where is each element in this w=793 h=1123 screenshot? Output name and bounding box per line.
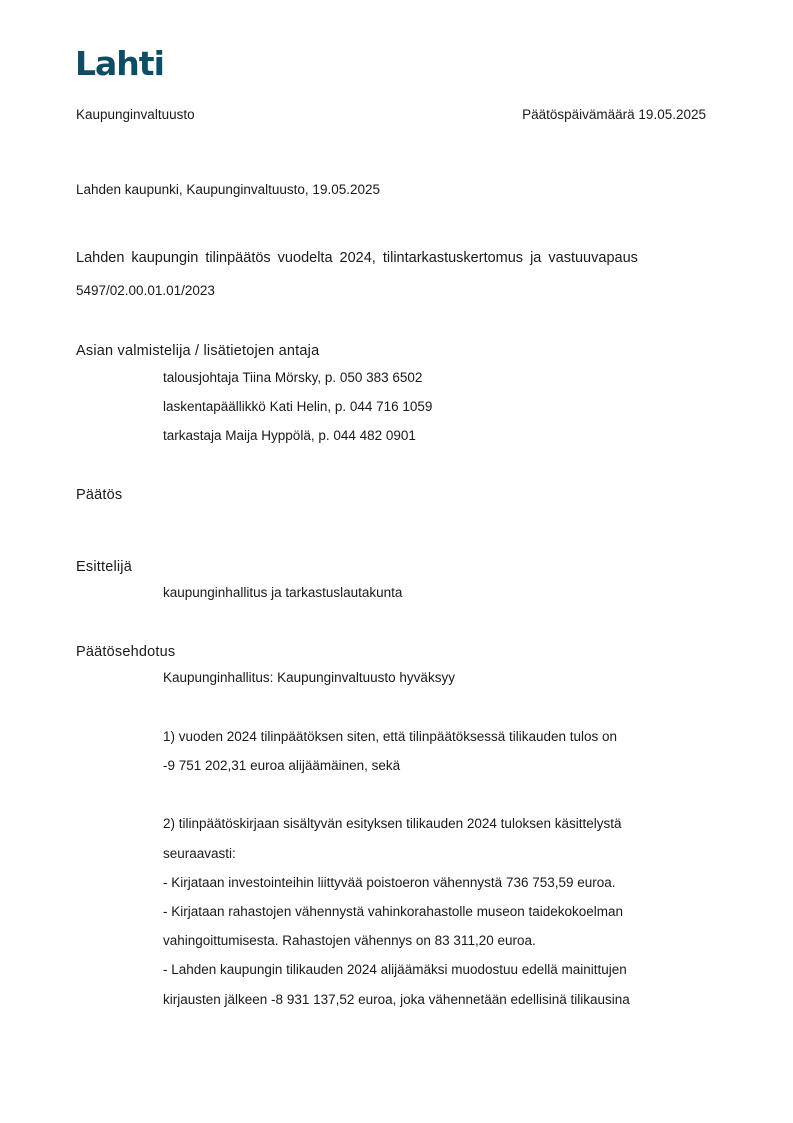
proposal-line: - Lahden kaupungin tilikauden 2024 alijäämäksi muodostuu edellä mainittujen [163,962,627,977]
preparers-heading: Asian valmistelija / lisätietojen antaja [76,343,320,359]
proposal-heading: Päätösehdotus [76,644,176,660]
organ-name: Kaupunginvaltuusto [76,107,195,122]
proposal-line: - Kirjataan investointeihin liittyvää poistoeron vähennystä 736 753,59 euroa. [163,875,616,890]
proposal-line: vahingoittumisesta. Rahastojen vähennys on 83 311,20 euroa. [163,933,536,948]
lahti-logo [75,44,164,84]
decision-date: Päätöspäivämäärä 19.05.2025 [522,107,706,122]
presenter-text: kaupunginhallitus ja tarkastuslautakunta [163,585,403,600]
presenter-heading: Esittelijä [76,559,132,575]
preparer-item: laskentapäällikkö Kati Helin, p. 044 716 1059 [163,399,433,414]
proposal-line: 2) tilinpäätöskirjaan sisältyvän esityksen tilikauden 2024 tuloksen käsittelystä [163,816,622,831]
meeting-line: Lahden kaupunki, Kaupunginvaltuusto, 19.05.2025 [76,182,381,197]
preparer-item: talousjohtaja Tiina Mörsky, p. 050 383 6502 [163,370,423,385]
document-title: Lahden kaupungin tilinpäätös vuodelta 2024, tilintarkastuskertomus ja vastuuvapaus [76,250,638,266]
proposal-line: - Kirjataan rahastojen vähennystä vahinkorahastolle museon taidekokoelman [163,904,624,919]
proposal-line: seuraavasti: [163,846,236,861]
proposal-intro: Kaupunginhallitus: Kaupunginvaltuusto hyväksyy [163,670,455,685]
reference-number: 5497/02.00.01.01/2023 [76,283,215,298]
decision-heading: Päätös [76,487,123,503]
proposal-line: 1) vuoden 2024 tilinpäätöksen siten, että tilinpäätöksessä tilikauden tulos on [163,729,618,744]
proposal-line: kirjausten jälkeen -8 931 137,52 euroa, joka vähennetään edellisinä tilikausina [163,992,630,1007]
proposal-line: -9 751 202,31 euroa alijäämäinen, sekä [163,758,401,773]
logo-wordmark: Lahti [75,44,164,83]
preparer-item: tarkastaja Maija Hyppölä, p. 044 482 0901 [163,428,416,443]
